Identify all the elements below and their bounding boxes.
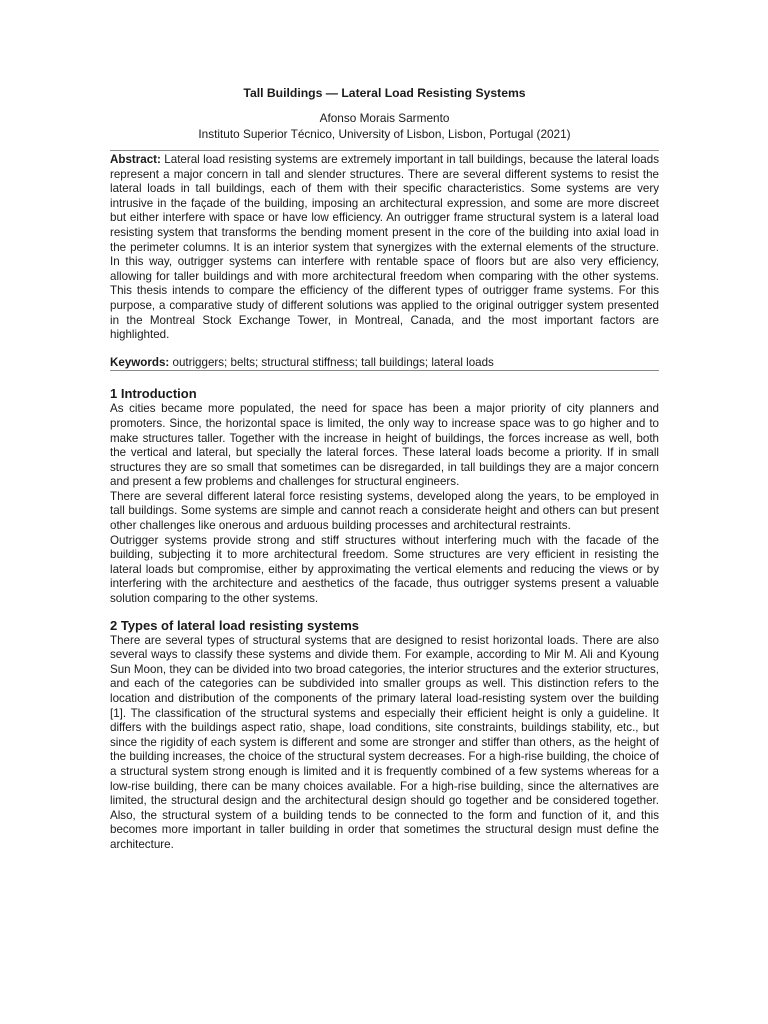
keywords <box>110 356 659 371</box>
abstract-top-rule <box>110 150 659 151</box>
keywords-label: Keywords: <box>110 355 170 369</box>
paragraph: As cities became more populated, the need for space has been a major priority of city planners and promoters. Since, the horizontal space is limited, the only way to increase space was to go higher and to make structures taller. Together with the increase in height of buildings, the forces increase as well, both the vertical and lateral, but specially the lateral forces. These lateral loads become a priority. If in small structures they are so small that sometimes can be disregarded, in tall buildings they are a major concern and present a few problems and challenges for structural engineers. <box>110 402 659 489</box>
author-name: Afonso Morais Sarmento <box>319 111 450 125</box>
keywords-text: outriggers; belts; structural stiffness; tall buildings; lateral loads <box>169 355 494 369</box>
section-heading-types: 2 Types of lateral load resisting systems <box>110 617 360 633</box>
abstract-text: Lateral load resisting systems are extremely important in tall buildings, because the lateral loads represent a major concern in tall and slender structures. There are several different systems to resist the lateral loads in tall buildings, each of them with their specific characteristics. Some systems are very intrusive in the façade of the building, imposing an architectural expression, and some are more discreet but either interfere with space or have low efficiency. An outrigger frame structural system is a lateral load resisting system that transforms the bending moment present in the core of the building into axial load in the perimeter columns. It is an interior system that synergizes with the external elements of the structure. In this way, outrigger systems can interfere with rentable space of floors but are also very efficiency, allowing for taller buildings and with more architectural freedom when comparing with the other systems. This thesis intends to compare the efficiency of the different types of outrigger frame systems. For this purpose, a comparative study of different solutions was applied to the original outrigger system presented in the Montreal Stock Exchange Tower, in Montreal, Canada, and the most important factors are highlighted. <box>110 153 659 342</box>
author-affiliation: Instituto Superior Técnico, University of Lisbon, Lisbon, Portugal (2021) <box>198 127 571 141</box>
paper-page <box>110 85 659 853</box>
keywords-bottom-rule <box>110 370 659 371</box>
paragraph: Outrigger systems provide strong and stiff structures without interfering much with the facade of the building, subjecting it to more architectural freedom. Some structures are very efficient in resisting the lateral loads but compromise, either by approximating the vertical elements and reducing the views or by interfering with the architecture and aesthetics of the facade, thus outrigger systems present a valuable solution comparing to the other systems. <box>110 533 659 606</box>
paragraph: There are several different lateral force resisting systems, developed along the years, to be employed in tall buildings. Some systems are simple and cannot reach a considerate height and others can but present other challenges like onerous and arduous building processes and architectural restraints. <box>110 489 659 533</box>
abstract-label: Abstract: <box>110 153 161 166</box>
paragraph: There are several types of structural systems that are designed to resist horizontal loads. There are also several ways to classify these systems and divide them. For example, according to Mir M. Ali and Kyoung Sun Moon, they can be divided into two broad categories, the interior structures and the exterior structures, and each of the categories can be subdivided into smaller groups as well. This distinction refers to the location and distribution of the components of the primary lateral load-resisting system over the building [1]. The classification of the structural systems and especially their efficient height is only a guideline. It differs with the buildings aspect ratio, shape, load conditions, site constraints, buildings stability, etc., but since the rigidity of each system is different and some are stronger and stiffer than others, as the height of the building increases, the choice of the structural system decreases. For a high-rise building, the choice of a structural system strong enough is limited and it is frequently combined of a few systems whereas for a low-rise building, there can be many choices available. For a high-rise building, since the alternatives are limited, the structural design and the architectural design should go together and be considered together. Also, the structural system of a building tends to be connected to the form and function of it, and this becomes more important in taller building in order that sometimes the structural design must define the architecture. <box>110 633 659 851</box>
paper-title: Tall Buildings — Lateral Load Resisting Systems <box>243 86 526 100</box>
abstract <box>110 153 659 343</box>
section-heading-introduction: 1 Introduction <box>110 386 197 402</box>
